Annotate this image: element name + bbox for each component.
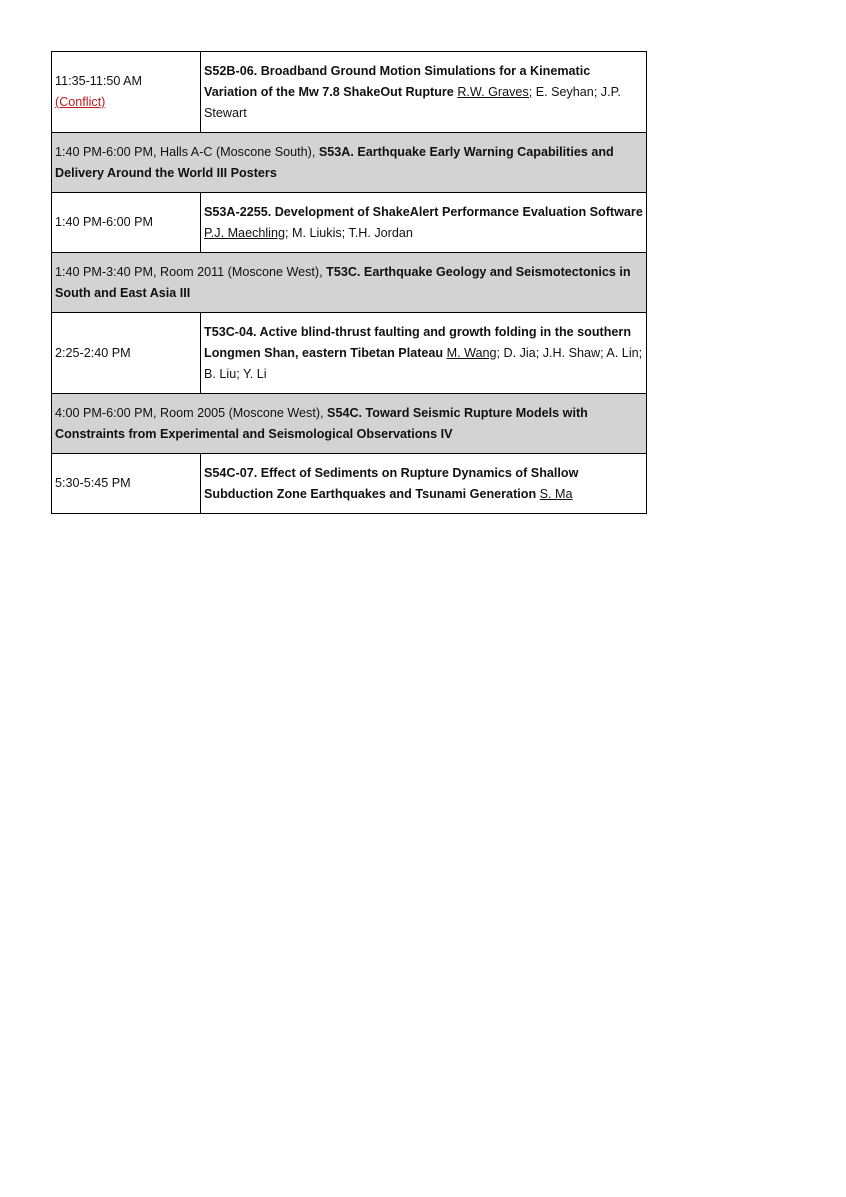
session-title: T53C. Earthquake Geology and Seismotectonics in South and East Asia III — [55, 264, 631, 300]
table-row — [52, 52, 647, 133]
session-row — [52, 394, 647, 454]
author-link[interactable]: M. Wang; — [446, 345, 501, 360]
talk-time: 5:30-5:45 PM — [55, 476, 131, 490]
session-title: S54C. Toward Seismic Rupture Models with Constraints from Experimental and Seismological Observations IV — [55, 405, 588, 441]
time-cell — [52, 313, 201, 394]
talk-cell — [201, 313, 647, 394]
session-row — [52, 253, 647, 313]
time-cell — [52, 454, 201, 514]
session-cell — [52, 253, 647, 313]
talk-title: S52B-06. Broadband Ground Motion Simulations for a Kinematic Variation of the Mw 7.8 ShakeOut Rupture — [204, 63, 591, 99]
author-link[interactable]: P.J. Maechling; — [204, 225, 289, 240]
table-row — [52, 193, 647, 253]
author-link[interactable]: S. Ma — [539, 486, 573, 501]
co-authors: E. Seyhan; J.P. Stewart — [204, 84, 621, 120]
session-info: 1:40 PM-3:40 PM, Room 2011 (Moscone West), — [55, 264, 323, 279]
talk-cell — [201, 454, 647, 514]
talk-time: 11:35-11:50 AM — [55, 74, 143, 88]
author-link[interactable]: R.W. Graves; — [457, 84, 533, 99]
table-row — [52, 313, 647, 394]
session-row — [52, 133, 647, 193]
talk-time: 1:40 PM-6:00 PM — [55, 215, 153, 229]
table-row — [52, 454, 647, 514]
session-info: 4:00 PM-6:00 PM, Room 2005 (Moscone West), — [55, 405, 324, 420]
talk-title: S53A-2255. Development of ShakeAlert Performance Evaluation Software — [204, 204, 643, 219]
talk-title: T53C-04. Active blind-thrust faulting and growth folding in the southern Longmen Shan, eastern Tibetan Plateau — [204, 324, 632, 360]
talk-cell — [201, 193, 647, 253]
session-cell — [52, 133, 647, 193]
talk-time: 2:25-2:40 PM — [55, 345, 131, 360]
session-cell — [52, 394, 647, 454]
session-info: 1:40 PM-6:00 PM, Halls A-C (Moscone South), — [55, 144, 316, 159]
conflict-link[interactable]: (Conflict) — [55, 95, 106, 109]
session-title: S53A. Earthquake Early Warning Capabilities and Delivery Around the World III Posters — [55, 144, 614, 180]
time-cell — [52, 52, 201, 133]
schedule-table — [51, 51, 647, 514]
co-authors: D. Jia; J.H. Shaw; A. Lin; B. Liu; Y. Li — [204, 345, 643, 381]
talk-title: S54C-07. Effect of Sediments on Rupture Dynamics of Shallow Subduction Zone Earthquakes and Tsunami Generation — [204, 465, 579, 501]
time-cell — [52, 193, 201, 253]
talk-cell — [201, 52, 647, 133]
co-authors: M. Liukis; T.H. Jordan — [288, 225, 413, 240]
